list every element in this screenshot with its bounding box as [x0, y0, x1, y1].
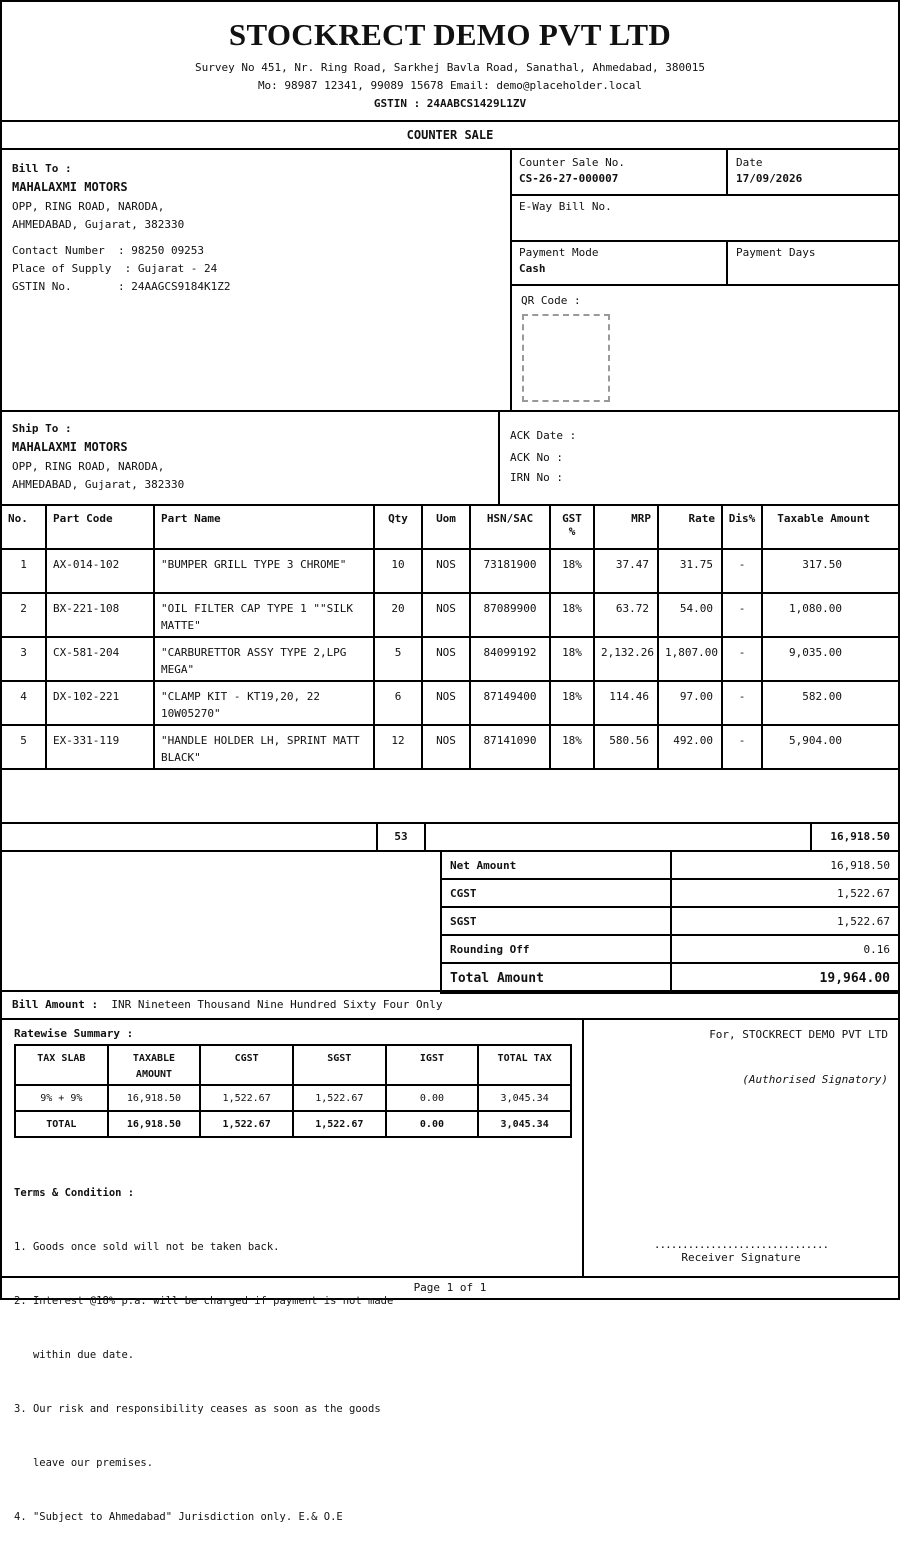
- company-header: [2, 2, 898, 122]
- table-row: [2, 549, 898, 593]
- cell-gst: 18%: [550, 725, 594, 769]
- rate-col-total-tax: TOTAL TAX: [478, 1045, 571, 1085]
- rate-cell: 16,918.50: [108, 1085, 201, 1111]
- col-part-code: Part Code: [46, 505, 154, 549]
- rate-col-cgst: CGST: [200, 1045, 293, 1085]
- rate-col-taxable: TAXABLE AMOUNT: [108, 1045, 201, 1085]
- col-rate: Rate: [658, 505, 722, 549]
- company-contact: Mo: 98987 12341, 99089 15678 Email: demo@placeholder.local: [257, 79, 643, 92]
- bill-to-gstin: GSTIN No. : 24AAGCS9184K1Z2: [12, 280, 231, 293]
- net-amount-value: 16,918.50: [671, 851, 898, 879]
- col-mrp: MRP: [594, 505, 658, 549]
- rounding-label: Rounding Off: [441, 935, 671, 963]
- cell-no: 3: [2, 637, 46, 681]
- rate-cell: 16,918.50: [108, 1111, 201, 1137]
- rate-cell: 3,045.34: [478, 1085, 571, 1111]
- ship-to-heading: Ship To :: [12, 422, 72, 435]
- ack-no-label: ACK No :: [510, 451, 563, 464]
- cell-code: AX-014-102: [46, 549, 154, 593]
- items-header-row: [2, 505, 898, 549]
- cell-dis: -: [722, 549, 762, 593]
- rate-row: [15, 1085, 571, 1111]
- cell-name: "CARBURETTOR ASSY TYPE 2,LPG MEGA": [154, 637, 374, 681]
- divider: [2, 990, 898, 992]
- rate-cell: 1,522.67: [200, 1111, 293, 1137]
- divider: [424, 824, 426, 850]
- total-qty: 53: [394, 830, 408, 843]
- terms-heading: Terms & Condition :: [14, 1187, 135, 1199]
- cell-uom: NOS: [422, 593, 470, 637]
- cgst-value: 1,522.67: [671, 879, 898, 907]
- rate-cell: 1,522.67: [293, 1085, 386, 1111]
- divider: [582, 1018, 584, 1276]
- ship-to-addr1: OPP, RING ROAD, NARODA,: [12, 460, 165, 473]
- cell-hsn: 73181900: [470, 549, 550, 593]
- table-row: [2, 725, 898, 769]
- items-table: [2, 504, 898, 837]
- cell-amount: 582.00: [762, 681, 898, 725]
- ratewise-heading: Ratewise Summary :: [14, 1027, 134, 1040]
- cell-gst: 18%: [550, 549, 594, 593]
- irn-no-label: IRN No :: [510, 471, 563, 484]
- col-qty: Qty: [374, 505, 422, 549]
- sgst-label: SGST: [441, 907, 671, 935]
- cell-uom: NOS: [422, 725, 470, 769]
- divider: [2, 410, 898, 412]
- cell-name: "OIL FILTER CAP TYPE 1 ""SILK MATTE": [154, 593, 374, 637]
- cell-rate: 54.00: [658, 593, 722, 637]
- rate-cell: 1,522.67: [200, 1085, 293, 1111]
- bill-to-place: Place of Supply : Gujarat - 24: [12, 262, 218, 275]
- bill-amount-words: INR Nineteen Thousand Nine Hundred Sixty Four Only: [111, 998, 443, 1011]
- cell-hsn: 87089900: [470, 593, 550, 637]
- bill-to-addr2: AHMEDABAD, Gujarat, 382330: [12, 218, 185, 231]
- cell-gst: 18%: [550, 637, 594, 681]
- cell-uom: NOS: [422, 681, 470, 725]
- cell-code: CX-581-204: [46, 637, 154, 681]
- items-total-row: [2, 822, 898, 852]
- company-gstin: GSTIN : 24AABCS1429L1ZV: [373, 97, 527, 110]
- term-3-cont: leave our premises.: [14, 1457, 154, 1469]
- authorised-signatory: (Authorised Signatory): [742, 1073, 888, 1086]
- term-4: 4. "Subject to Ahmedabad" Jurisdiction only. E.& O.E: [14, 1511, 343, 1523]
- bill-to-addr1: OPP, RING ROAD, NARODA,: [12, 200, 165, 213]
- bill-to-name: MAHALAXMI MOTORS: [12, 180, 128, 194]
- divider: [2, 1276, 898, 1278]
- cell-qty: 6: [374, 681, 422, 725]
- date-value: 17/09/2026: [736, 172, 803, 185]
- payment-mode-value: Cash: [519, 262, 546, 275]
- rate-cell: TOTAL: [15, 1111, 108, 1137]
- cell-hsn: 84099192: [470, 637, 550, 681]
- cell-name: "BUMPER GRILL TYPE 3 CHROME": [154, 549, 374, 593]
- divider: [726, 150, 728, 194]
- amount-summary: [440, 850, 898, 994]
- rate-total-row: [15, 1111, 571, 1137]
- eway-label: E-Way Bill No.: [519, 200, 612, 213]
- total-taxable: 16,918.50: [830, 830, 890, 843]
- receiver-signature-label: Receiver Signature: [681, 1251, 801, 1264]
- company-address: Survey No 451, Nr. Ring Road, Sarkhej Bavla Road, Sanathal, Ahmedabad, 380015: [195, 61, 705, 74]
- rate-col-igst: IGST: [386, 1045, 479, 1085]
- cell-uom: NOS: [422, 549, 470, 593]
- company-name: STOCKRECT DEMO PVT LTD: [228, 17, 672, 52]
- rate-col-sgst: SGST: [293, 1045, 386, 1085]
- divider: [510, 150, 512, 410]
- col-gst: GST %: [550, 505, 594, 549]
- cell-qty: 12: [374, 725, 422, 769]
- cell-no: 1: [2, 549, 46, 593]
- date-label: Date: [736, 156, 763, 169]
- col-no: No.: [2, 505, 46, 549]
- divider: [510, 194, 900, 196]
- cell-rate: 492.00: [658, 725, 722, 769]
- cell-qty: 10: [374, 549, 422, 593]
- qr-code-placeholder: [522, 314, 610, 402]
- col-hsn: HSN/SAC: [470, 505, 550, 549]
- bill-to-heading: Bill To :: [12, 162, 72, 175]
- table-row: [2, 637, 898, 681]
- bill-amount: [12, 998, 442, 1011]
- cell-amount: 1,080.00: [762, 593, 898, 637]
- cell-code: BX-221-108: [46, 593, 154, 637]
- doc-title: COUNTER SALE: [2, 122, 898, 150]
- divider: [498, 410, 500, 504]
- cell-hsn: 87141090: [470, 725, 550, 769]
- rate-col-slab: TAX SLAB: [15, 1045, 108, 1085]
- cell-code: EX-331-119: [46, 725, 154, 769]
- divider: [510, 240, 900, 242]
- bill-amount-label: Bill Amount :: [12, 998, 99, 1011]
- cell-no: 4: [2, 681, 46, 725]
- cell-mrp: 63.72: [594, 593, 658, 637]
- col-taxable-amount: Taxable Amount: [762, 505, 898, 549]
- col-dis: Dis%: [722, 505, 762, 549]
- table-row: [2, 681, 898, 725]
- qr-label: QR Code :: [521, 294, 581, 307]
- terms-block: [14, 1148, 393, 1562]
- page-number: Page 1 of 1: [413, 1281, 487, 1294]
- rate-cell: 0.00: [386, 1111, 479, 1137]
- ratewise-table: [14, 1044, 572, 1138]
- rate-cell: 9% + 9%: [15, 1085, 108, 1111]
- cell-qty: 20: [374, 593, 422, 637]
- cell-rate: 97.00: [658, 681, 722, 725]
- ship-to-block: [12, 420, 492, 494]
- divider: [726, 240, 728, 284]
- cell-name: "HANDLE HOLDER LH, SPRINT MATT BLACK": [154, 725, 374, 769]
- cell-amount: 317.50: [762, 549, 898, 593]
- cell-dis: -: [722, 637, 762, 681]
- cell-dis: -: [722, 725, 762, 769]
- sgst-value: 1,522.67: [671, 907, 898, 935]
- divider: [2, 1018, 898, 1020]
- cell-hsn: 87149400: [470, 681, 550, 725]
- sale-no-value: CS-26-27-000007: [519, 172, 619, 185]
- cell-no: 5: [2, 725, 46, 769]
- term-2-cont: within due date.: [14, 1349, 135, 1361]
- ship-to-name: MAHALAXMI MOTORS: [12, 440, 128, 454]
- term-1: 1. Goods once sold will not be taken back.: [14, 1241, 280, 1253]
- cell-dis: -: [722, 681, 762, 725]
- cell-qty: 5: [374, 637, 422, 681]
- bill-to-contact: Contact Number : 98250 09253: [12, 244, 205, 257]
- cgst-label: CGST: [441, 879, 671, 907]
- sale-no-label: Counter Sale No.: [519, 156, 625, 169]
- ship-to-addr2: AHMEDABAD, Gujarat, 382330: [12, 478, 185, 491]
- ack-date-label: ACK Date :: [510, 429, 577, 442]
- cell-rate: 31.75: [658, 549, 722, 593]
- cell-uom: NOS: [422, 637, 470, 681]
- payment-mode-label: Payment Mode: [519, 246, 599, 259]
- rate-cell: 3,045.34: [478, 1111, 571, 1137]
- col-part-name: Part Name: [154, 505, 374, 549]
- cell-name: "CLAMP KIT - KT19,20, 22 10W05270": [154, 681, 374, 725]
- divider: [510, 284, 900, 286]
- total-amount-label: Total Amount: [441, 963, 671, 993]
- cell-mrp: 580.56: [594, 725, 658, 769]
- table-row: [2, 593, 898, 637]
- cell-mrp: 37.47: [594, 549, 658, 593]
- col-uom: Uom: [422, 505, 470, 549]
- bill-to-block: [12, 160, 502, 296]
- cell-code: DX-102-221: [46, 681, 154, 725]
- rate-cell: 0.00: [386, 1085, 479, 1111]
- receiver-signature-line: ...............................: [653, 1238, 829, 1251]
- cell-rate: 1,807.00: [658, 637, 722, 681]
- net-amount-label: Net Amount: [441, 851, 671, 879]
- cell-amount: 9,035.00: [762, 637, 898, 681]
- cell-dis: -: [722, 593, 762, 637]
- rounding-value: 0.16: [671, 935, 898, 963]
- term-3: 3. Our risk and responsibility ceases as soon as the goods: [14, 1403, 381, 1415]
- cell-mrp: 2,132.26: [594, 637, 658, 681]
- cell-gst: 18%: [550, 681, 594, 725]
- term-2: 2. Interest @18% p.a. will be charged if payment is not made: [14, 1295, 394, 1307]
- cell-amount: 5,904.00: [762, 725, 898, 769]
- cell-no: 2: [2, 593, 46, 637]
- total-amount-value: 19,964.00: [671, 963, 898, 993]
- for-company: For, STOCKRECT DEMO PVT LTD: [709, 1028, 888, 1041]
- cell-gst: 18%: [550, 593, 594, 637]
- rate-cell: 1,522.67: [293, 1111, 386, 1137]
- cell-mrp: 114.46: [594, 681, 658, 725]
- payment-days-label: Payment Days: [736, 246, 816, 259]
